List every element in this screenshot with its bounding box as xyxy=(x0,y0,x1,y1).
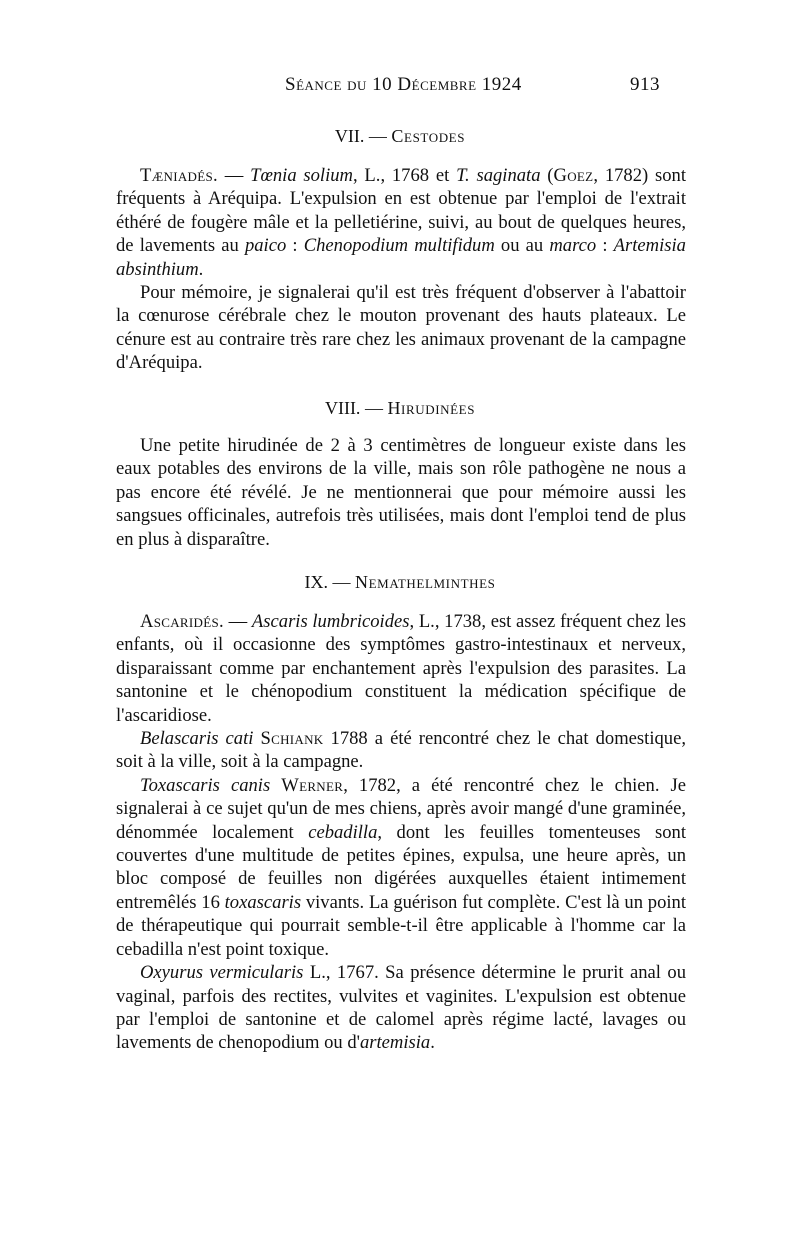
species-name: toxascaris xyxy=(224,891,302,913)
text-run: vivants. La guérison fut complète. C'est là un point de thérapeutique qui pourrait semble-t-il être applicable à l'homme car la cebadilla n'est point toxique. xyxy=(116,891,686,960)
section-numeral: VII. xyxy=(334,126,365,146)
local-name: marco xyxy=(549,235,597,257)
text-run: ou au xyxy=(494,235,550,257)
species-name: Belascaris cati xyxy=(140,728,254,750)
species-name: Ascaris lumbricoides xyxy=(251,611,410,632)
text-run: L., 1767. Sa présence détermine le prurit anal ou vaginal, parfois des rectites, vulvites et vaginites. L'expulsion est obtenue par l'emploi de santonine et de calomel après régime lacté, lavages ou lavements de chenopodium ou d' xyxy=(116,962,686,1054)
local-name: paico xyxy=(244,235,287,257)
species-name: Toxascaris canis xyxy=(140,774,271,796)
paragraph-belascaris xyxy=(116,727,686,774)
section-dash: — xyxy=(332,572,351,592)
section-heading-hirudinees xyxy=(0,398,800,419)
text-run xyxy=(270,775,281,796)
section-name: Cestodes xyxy=(391,126,466,146)
text-run: : xyxy=(596,235,614,257)
section-numeral: IX. xyxy=(304,572,329,592)
text-run: — xyxy=(223,611,252,632)
species-name: Oxyurus vermicularis xyxy=(140,962,304,984)
section-body-cestodes xyxy=(116,164,686,375)
author-name: Werner xyxy=(281,774,344,796)
section-name: Hirudinées xyxy=(387,398,476,418)
text-run: , L., 1768 et xyxy=(353,165,457,186)
text-run: , L., 1738, est assez fréquent chez les enfants, où il occasionne des symptômes gastro-intestinaux et nerveux, disparaissant comme par enchantement après l'expulsion des parasites. La santonine et le chénopodium constituent la médication spécifique de l'ascaridiose. xyxy=(116,611,686,726)
family-label: Tæniadés. xyxy=(140,165,218,186)
running-title: Séance du 10 Décembre 1924 xyxy=(285,74,522,95)
text-run: 1788 a été rencontré chez le chat domestique, soit à la ville, soit à la campagne. xyxy=(116,728,686,773)
page-number: 913 xyxy=(630,74,660,95)
family-label: Ascaridés. xyxy=(140,611,224,632)
text-run: : xyxy=(286,235,304,257)
species-name: artemisia xyxy=(359,1032,431,1054)
section-heading-cestodes xyxy=(0,126,800,147)
section-body-nemathelminthes xyxy=(116,610,686,1055)
text-run: , 1782, a été rencontré chez le chien. Je signalerai à ce sujet qu'un de mes chiens, après avoir mangé d'une graminée, dénommée localement xyxy=(116,774,687,843)
text-run: , dont les feuilles tomenteuses sont couvertes d'une multitude de petites épines, expulsa, une heure après, un bloc composé de feuilles non digérées auxquelles étaient intimement entremêlés 16 xyxy=(116,821,686,913)
section-body-hirudinees xyxy=(116,434,686,551)
section-dash: — xyxy=(364,398,383,418)
species-name: Artemisia absinthium xyxy=(116,235,686,280)
local-name: cebadilla xyxy=(308,821,378,843)
paragraph-coenurose: Pour mémoire, je signalerai qu'il est très fréquent d'observer à l'abattoir la cœnurose cérébrale chez le mouton provenant des hauts plateaux. Le cénure est au contraire très rare chez les animaux provenant de la campagne d'Aréquipa. xyxy=(116,282,686,374)
text-run: . xyxy=(198,258,204,280)
species-name: Chenopodium multifidum xyxy=(303,235,495,257)
author-name: Goez xyxy=(553,165,594,186)
author-name: Schiank xyxy=(260,728,324,750)
text-run: ( xyxy=(540,165,554,186)
paragraph-oxyurus xyxy=(116,961,686,1055)
paragraph-taeniades xyxy=(116,164,686,281)
section-numeral: VIII. xyxy=(324,398,361,418)
paragraph-ascarides xyxy=(116,610,686,727)
species-name: T. saginata xyxy=(456,165,541,186)
paragraph-toxascaris xyxy=(116,774,686,961)
text-run: , 1782) sont fréquents à Aréquipa. L'expulsion en est obtenue par l'emploi de l'extrait éthéré de fougère mâle et la pelletiérine, suivi, au bout de quelques heures, de lavements au xyxy=(116,165,687,257)
section-name: Nemathelminthes xyxy=(355,572,496,592)
text-run: — xyxy=(217,165,251,186)
paragraph-hirudinee: Une petite hirudinée de 2 à 3 centimètres de longueur existe dans les eaux potables des environs de la ville, mais son rôle pathogène ne nous a pas encore été révélé. Je ne mentionnerai que pour mémoire aussi les sangsues officinales, autrefois très utilisées, mais dont l'emploi tend de plus en plus à disparaître. xyxy=(116,435,686,550)
section-heading-nemathelminthes xyxy=(0,572,800,593)
species-name: Tœnia solium xyxy=(250,165,353,186)
text-run: . xyxy=(430,1032,435,1054)
running-head xyxy=(0,74,800,104)
section-dash: — xyxy=(368,126,387,146)
